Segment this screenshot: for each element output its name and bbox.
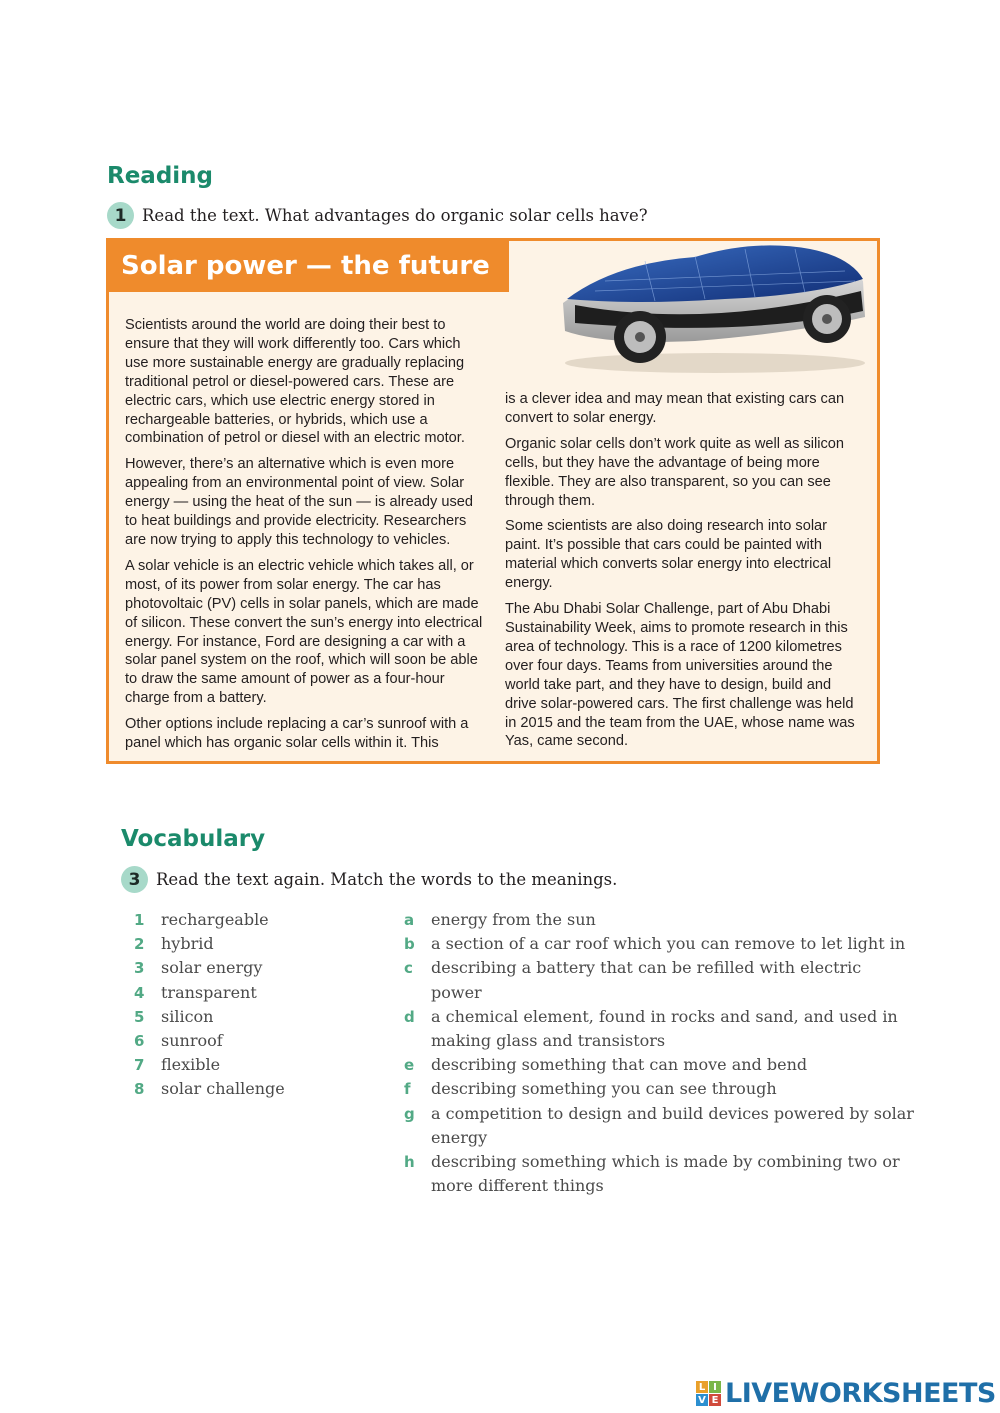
article-left-column	[125, 316, 487, 760]
article-title: Solar power — the future	[109, 241, 509, 292]
vocabulary-exercise	[121, 866, 617, 893]
reading-exercise	[107, 202, 648, 229]
meaning-list	[404, 908, 914, 1198]
logo-letter: I	[709, 1381, 721, 1393]
article-right-column	[505, 390, 863, 758]
article-paragraph: The Abu Dhabi Solar Challenge, part of Abu Dhabi Sustainability Week, aims to promote research in this area of technology. This is a race of 1200 kilometres over four days. Teams from universities around the world take part, and they have to design, build and drive solar-powered cars. The first challenge was held in 2015 and the team from the UAE, whose name was Yas, came second.	[505, 601, 855, 750]
article-paragraph: Organic solar cells don’t work quite as well as silicon cells, but they have the advantage of being more flexible. They are also transparent, so you can see through them.	[505, 435, 845, 509]
meaning-text: describing something which is made by combining two or more different things	[431, 1152, 900, 1196]
word-text: solar challenge	[161, 1079, 285, 1099]
logo-letter: V	[696, 1394, 708, 1406]
logo-letter: L	[696, 1381, 708, 1393]
word-item	[134, 932, 394, 956]
meaning-text: describing a battery that can be refilled with electric power	[431, 958, 862, 1002]
meaning-item	[404, 908, 914, 932]
meaning-text: describing something you can see through	[431, 1079, 777, 1099]
word-text: solar energy	[161, 958, 263, 978]
word-item	[134, 956, 394, 980]
article-paragraph: is a clever idea and may mean that existing cars can convert to solar energy.	[505, 391, 845, 426]
word-number: 1	[134, 911, 145, 929]
logo-letter: E	[709, 1394, 721, 1406]
vocabulary-heading: Vocabulary	[121, 826, 266, 852]
word-number: 2	[134, 935, 145, 954]
word-number: 7	[134, 1056, 145, 1075]
meaning-letter: a	[404, 911, 415, 929]
meaning-letter: d	[404, 1007, 415, 1026]
liveworksheets-logo[interactable]	[696, 1378, 996, 1409]
logo-text: LIVEWORKSHEETS	[725, 1378, 996, 1409]
meaning-letter: c	[404, 959, 413, 978]
word-item	[134, 908, 394, 932]
article-paragraph: Scientists around the world are doing their best to ensure that they will work differently too. Cars which use more sustainable energy are gradually replacing traditional petrol or diesel-powered cars. These are electric cars, which use electric energy stored in rechargeable batteries, or hybrids, which use a combination of petrol or diesel with an electric motor.	[125, 317, 465, 447]
article-paragraph: Some scientists are also doing research into solar paint. It’s possible that cars could be painted with material which converts solar energy into electrical energy.	[505, 518, 832, 592]
word-text: silicon	[161, 1006, 214, 1026]
word-number: 5	[134, 1007, 145, 1026]
meaning-item	[404, 956, 914, 1004]
exercise-number-badge: 3	[121, 866, 148, 893]
word-text: rechargeable	[161, 910, 269, 929]
word-number: 4	[134, 983, 145, 1002]
article-paragraph: Other options include replacing a car’s sunroof with a panel which has organic solar cells within it. This	[125, 716, 469, 752]
meaning-text: describing something that can move and bend	[431, 1055, 808, 1075]
meaning-letter: f	[404, 1080, 411, 1099]
word-item	[134, 1005, 394, 1029]
meaning-letter: e	[404, 1056, 415, 1075]
exercise-number-badge: 1	[107, 202, 134, 229]
meaning-text: a section of a car roof which you can remove to let light in	[431, 934, 906, 954]
meaning-item	[404, 1053, 914, 1077]
logo-mark-icon	[696, 1381, 721, 1406]
meaning-letter: b	[404, 935, 415, 954]
meaning-letter: h	[404, 1153, 415, 1172]
word-text: sunroof	[161, 1031, 223, 1051]
meaning-item	[404, 1005, 914, 1053]
article-paragraph: A solar vehicle is an electric vehicle which takes all, or most, of its power from solar energy. The car has photovoltaic (PV) cells in solar panels, which are made of silicon. These convert the sun’s energy into electrical energy. For instance, Ford are designing a car with a solar panel system on the roof, which will soon be able to draw the same amount of power as a four-hour charge from a battery.	[125, 557, 483, 707]
solar-car-icon	[545, 241, 873, 376]
word-text: hybrid	[161, 934, 214, 954]
meaning-item	[404, 1077, 914, 1101]
word-number: 6	[134, 1032, 145, 1051]
word-list	[134, 908, 394, 1102]
word-item	[134, 1077, 394, 1101]
word-text: flexible	[161, 1055, 221, 1075]
reading-heading: Reading	[107, 163, 214, 189]
meaning-letter: g	[404, 1104, 415, 1123]
article-paragraph: However, there’s an alternative which is even more appealing from an environmental point of view. Solar energy — using the heat of the sun — is already used to heat buildings and provide electricity. Researchers are now trying to apply this technology to vehicles.	[125, 456, 474, 548]
word-text: transparent	[161, 982, 257, 1002]
meaning-item	[404, 932, 914, 956]
word-number: 8	[134, 1080, 145, 1099]
word-number: 3	[134, 959, 145, 978]
article-box	[106, 238, 880, 764]
word-item	[134, 1029, 394, 1053]
vocabulary-instruction: Read the text again. Match the words to the meanings.	[156, 870, 618, 889]
meaning-item	[404, 1102, 914, 1150]
meaning-text: a chemical element, found in rocks and sand, and used in making glass and transistors	[431, 1006, 898, 1051]
reading-instruction: Read the text. What advantages do organic solar cells have?	[142, 206, 648, 225]
word-item	[134, 981, 394, 1005]
word-item	[134, 1053, 394, 1077]
meaning-item	[404, 1150, 914, 1198]
meaning-text: energy from the sun	[431, 910, 596, 929]
meaning-text: a competition to design and build devices powered by solar energy	[431, 1103, 914, 1147]
